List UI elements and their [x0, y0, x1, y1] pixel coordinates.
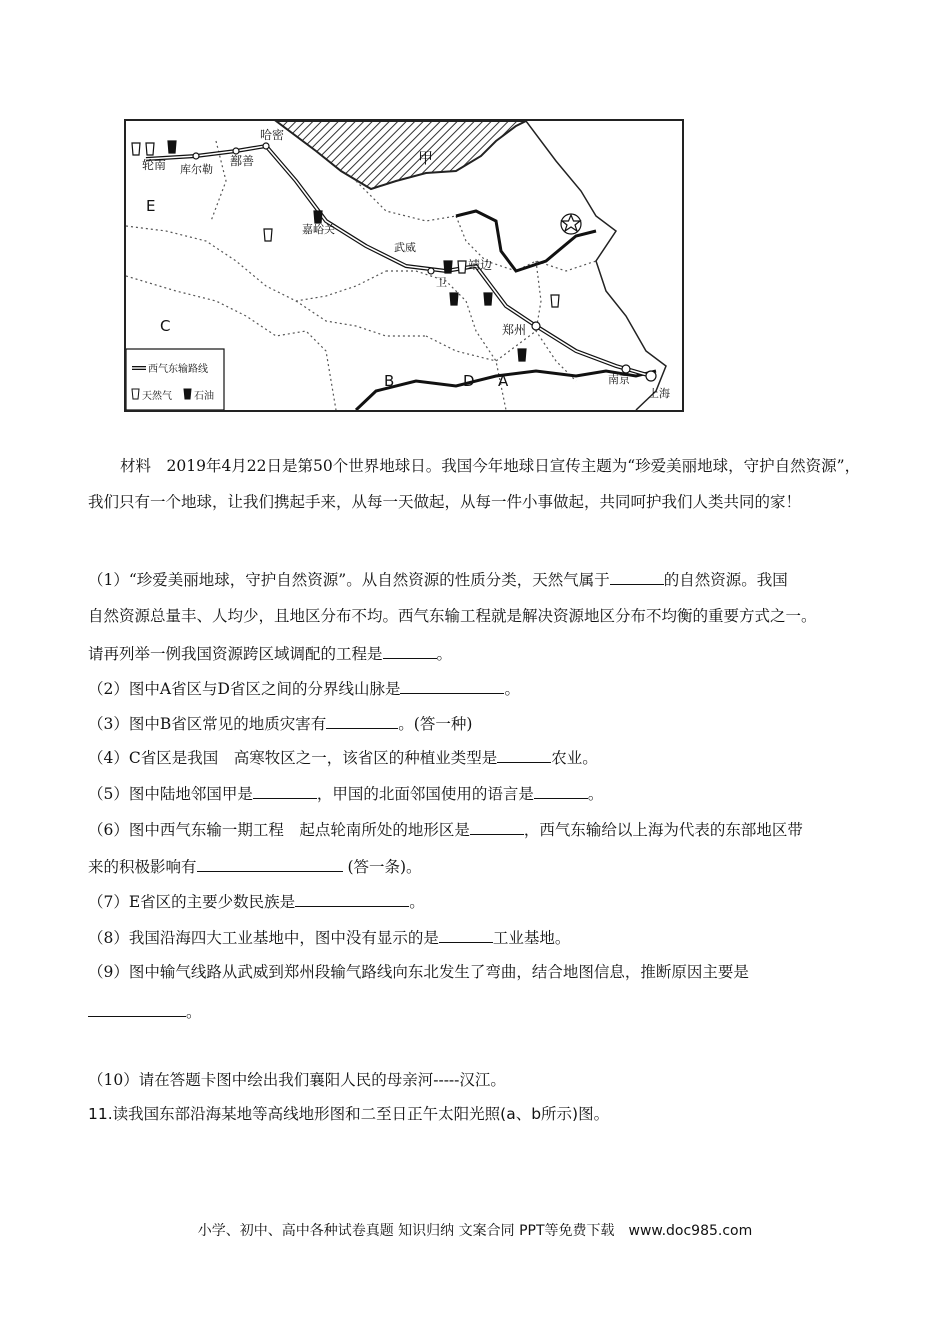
label-lunnan: 轮南: [142, 158, 167, 172]
question-7: [88, 892, 425, 912]
legend-gas: 天然气: [142, 391, 172, 402]
label-jingbian: 靖边: [468, 258, 493, 272]
q6-text-c: 来的积极影响有: [88, 858, 197, 876]
q1-text-c: 请再列举一例我国资源跨区域调配的工程是: [88, 645, 383, 663]
label-wuwei: 武威: [394, 241, 416, 254]
region-jia: 甲: [418, 149, 434, 167]
q2-answer-blank[interactable]: [400, 679, 504, 694]
question-1-line-1: [88, 570, 788, 590]
q6-text-a: （6）图中西气东输一期工程 起点轮南所处的地形区是: [88, 821, 470, 839]
region-b: B: [384, 372, 395, 390]
label-shanghai: 上海: [648, 387, 670, 400]
q7-text-a: （7）E省区的主要少数民族是: [88, 893, 296, 911]
q8-text-b: 工业基地。: [492, 929, 571, 947]
q1-text-a: （1）“珍爱美丽地球，守护自然资源”。从自然资源的性质分类，天然气属于: [88, 571, 610, 589]
q1-answer-blank-1[interactable]: [610, 570, 664, 585]
question-5: [88, 784, 603, 804]
q3-answer-blank[interactable]: [326, 714, 398, 729]
map-legend: [126, 349, 224, 410]
question-6-line-2: [88, 857, 422, 877]
material-paragraph: 材料 2019年4月22日是第50个世界地球日。我国今年地球日宣传主题为“珍爱美丽地球，守护自然资源”，我们只有一个地球，让我们携起手来，从每一天做起，从每一件小事做起，共同呵护我们人类共同的家！: [88, 457, 861, 511]
stations: [193, 143, 656, 381]
q6-text-d: (答一条)。: [347, 858, 422, 876]
q6-text-b: ，西气东输给以上海为代表的东部地区带: [523, 821, 803, 839]
label-zhongwei: 卫: [436, 276, 447, 289]
question-8: [88, 928, 570, 948]
label-shanshan: 鄯善: [230, 154, 255, 168]
q5-text-a: （5）图中陆地邻国甲是: [88, 785, 253, 803]
region-e: E: [146, 197, 156, 215]
page-footer: 小学、初中、高中各种试卷真题 知识归纳 文案合同 PPT等免费下载 www.doc985.com: [197, 1223, 753, 1239]
q7-answer-blank[interactable]: [295, 892, 409, 907]
question-9-line-2: [88, 1002, 202, 1022]
label-hami: 哈密: [260, 128, 285, 142]
q5-answer-blank-1[interactable]: [253, 784, 317, 799]
question-10: （10）请在答题卡图中绘出我们襄阳人民的母亲河-----汉江。: [88, 1071, 506, 1089]
q9-answer-blank[interactable]: [88, 1002, 186, 1017]
q8-answer-blank[interactable]: [439, 928, 493, 943]
q4-text-b: 农业。: [551, 749, 598, 767]
question-4: [88, 748, 598, 768]
q1-text-b: 的自然资源。我国: [663, 571, 788, 589]
q1-answer-blank-2[interactable]: [383, 644, 437, 659]
q5-text-b: ，甲国的北面邻国使用的语言是: [316, 785, 534, 803]
gas-pipeline-map: [124, 119, 684, 412]
q5-text-c: 。: [587, 785, 604, 803]
question-11: 11.读我国东部沿海某地等高线地形图和二至日正午太阳光照(a、b所示)图。: [88, 1105, 610, 1123]
label-kuerle: 库尔勒: [180, 163, 213, 176]
label-jiayuguan: 嘉峪关: [302, 223, 335, 236]
legend-pipeline: 西气东输路线: [148, 364, 208, 375]
question-1-line-2: 自然资源总量丰、人均少，且地区分布不均。西气东输工程就是解决资源地区分布不均衡的重要方式之一。: [88, 607, 817, 625]
legend-oil: 石油: [194, 391, 214, 402]
question-6-line-1: [88, 820, 803, 840]
q6-answer-blank-2[interactable]: [197, 857, 343, 872]
coastline: [526, 121, 666, 410]
q6-answer-blank-1[interactable]: [470, 820, 524, 835]
q7-text-b: 。: [409, 893, 425, 911]
region-a: A: [498, 372, 509, 390]
question-2: [88, 679, 520, 699]
q3-text-a: （3）图中B省区常见的地质灾害有: [88, 715, 327, 733]
q4-answer-blank[interactable]: [497, 748, 551, 763]
map-drawing: [126, 121, 682, 410]
q2-text-b: 。: [504, 680, 520, 698]
question-9-line-1: （9）图中输气线路从武威到郑州段输气路线向东北发生了弯曲，结合地图信息，推断原因主要是: [88, 963, 749, 981]
label-zhengzhou: 郑州: [502, 323, 527, 337]
region-d: D: [463, 372, 475, 390]
q4-text-a: （4）C省区是我国 高寒牧区之一，该省区的种植业类型是: [88, 749, 498, 767]
q1-text-d: 。: [436, 645, 453, 663]
capital-star-icon: [561, 214, 581, 234]
region-c: C: [160, 317, 171, 335]
question-1-line-3: [88, 644, 452, 664]
border-hatch: [276, 121, 526, 189]
q5-answer-blank-2[interactable]: [534, 784, 588, 799]
q9-text-b: 。: [186, 1003, 202, 1021]
label-nanjing: 南京: [608, 373, 630, 386]
q3-text-b: 。(答一种): [398, 715, 473, 733]
q8-text-a: （8）我国沿海四大工业基地中，图中没有显示的是: [88, 929, 439, 947]
q2-text-a: （2）图中A省区与D省区之间的分界线山脉是: [88, 680, 401, 698]
question-3: [88, 714, 472, 734]
